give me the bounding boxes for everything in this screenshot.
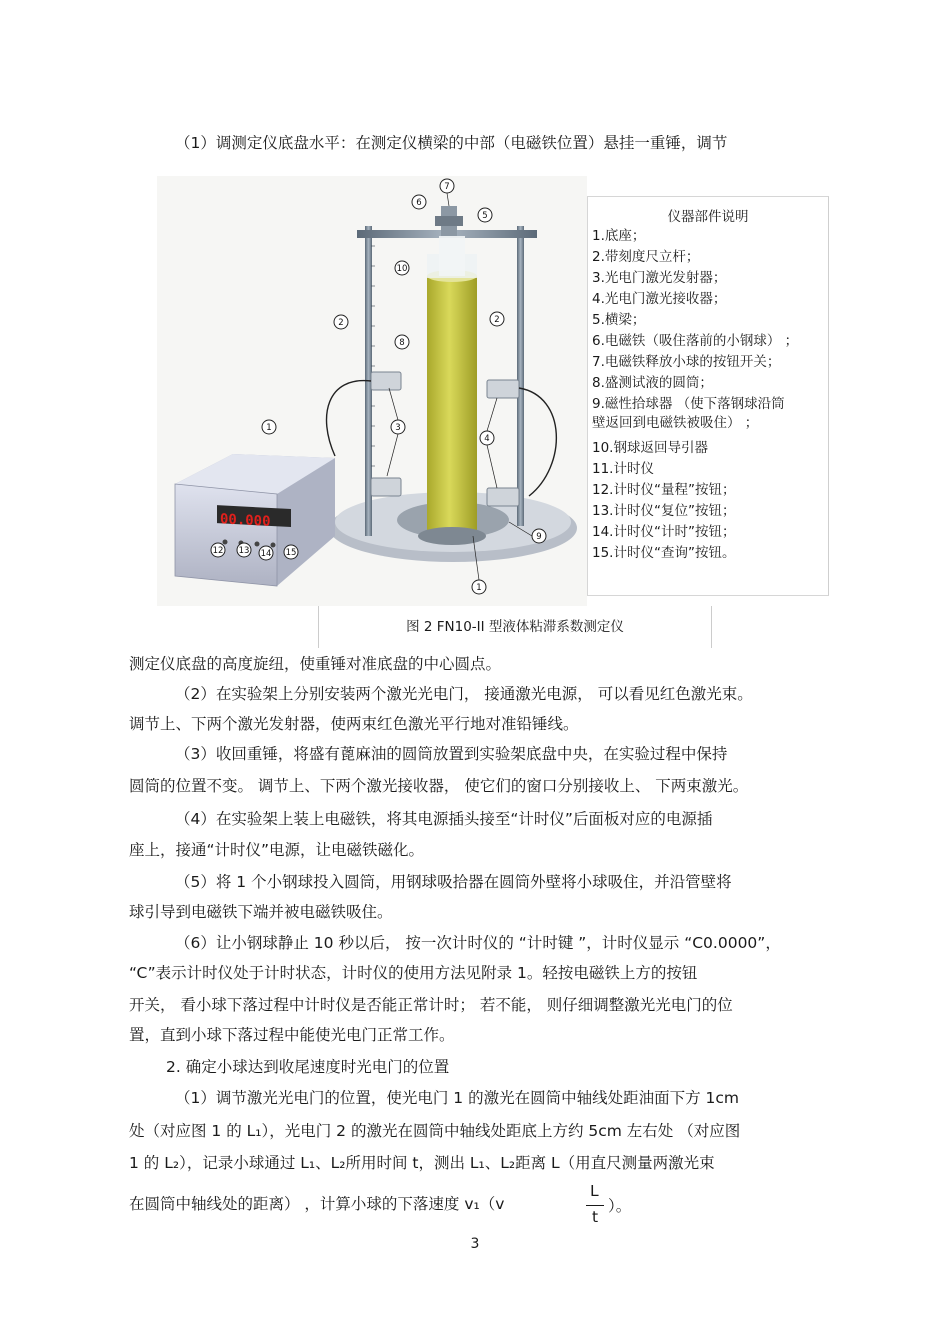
svg-text:3: 3 xyxy=(395,423,401,433)
figure-caption-box xyxy=(318,606,712,648)
legend-item: 4.光电门激光接收器； xyxy=(592,291,727,307)
section-heading: 2. 确定小球达到收尾速度时光电门的位置 xyxy=(166,1058,450,1076)
body-line: （4）在实验架上装上电磁铁，将其电源插头接至“计时仪”后面板对应的电源插 xyxy=(175,810,713,828)
svg-text:2: 2 xyxy=(494,315,500,325)
svg-text:1: 1 xyxy=(476,583,482,593)
callout-9 xyxy=(532,529,546,543)
body-line: 置，直到小球下落过程中能使光电门正常工作。 xyxy=(129,1026,455,1044)
scale-rod-right xyxy=(517,226,524,526)
svg-text:8: 8 xyxy=(399,338,405,348)
callout-1-base xyxy=(472,580,486,594)
figure-caption: 图 2 FN10-II 型液体粘滞系数测定仪 xyxy=(406,619,624,635)
body-line: （2）在实验架上分别安装两个激光光电门， 接通激光电源， 可以看见红色激光束。 xyxy=(175,685,753,703)
legend-item: 3.光电门激光发射器； xyxy=(592,270,727,286)
callout-7 xyxy=(440,179,454,193)
callout-10 xyxy=(395,261,409,275)
callout-2-left xyxy=(334,315,348,329)
body-line: （5）将 1 个小钢球投入圆筒，用钢球吸拾器在圆筒外壁将小球吸住，并沿管壁将 xyxy=(175,873,732,891)
body-line: 调节上、下两个激光发射器，使两束红色激光平行地对准铅锤线。 xyxy=(129,715,579,733)
callout-4 xyxy=(480,431,494,445)
callout-8 xyxy=(395,335,409,349)
timer-unit xyxy=(175,454,335,586)
body-line: 座上，接通“计时仪”电源，让电磁铁磁化。 xyxy=(129,841,425,859)
formula-closing: ）。 xyxy=(608,1197,632,1215)
fraction-denominator: t xyxy=(592,1208,599,1226)
svg-text:15: 15 xyxy=(285,548,297,558)
page-number: 3 xyxy=(470,1236,480,1252)
legend-item: 12.计时仪“量程”按钮； xyxy=(592,482,736,498)
svg-text:9: 9 xyxy=(536,532,542,542)
body-line: 在圆筒中轴线处的距离） ，计算小球的下落速度 v₁（v xyxy=(129,1195,505,1213)
callout-13 xyxy=(237,543,251,557)
parts-legend xyxy=(587,196,829,596)
callout-15 xyxy=(284,545,298,559)
body-line: （6）让小钢球静止 10 秒以后， 按一次计时仪的 “计时键 ”，计时仪显示 “C0.0000”， xyxy=(175,934,781,952)
legend-item: 2.带刻度尺立杆； xyxy=(592,249,700,265)
body-line: 1 的 L₂），记录小球通过 L₁、L₂所用时间 t，测出 L₁、L₂距离 L（用直尺测量两激光束 xyxy=(129,1154,715,1172)
body-line: 球引导到电磁铁下端并被电磁铁吸住。 xyxy=(129,903,393,921)
svg-text:7: 7 xyxy=(444,182,450,192)
svg-text:6: 6 xyxy=(416,198,422,208)
legend-item: 10.钢球返回导引器 xyxy=(592,440,708,456)
fraction-numerator: L xyxy=(590,1182,599,1200)
svg-text:2: 2 xyxy=(338,318,344,328)
paragraph-intro: （1）调测定仪底盘水平：在测定仪横梁的中部（电磁铁位置）悬挂一重锤，调节 xyxy=(175,134,728,152)
body-line: “C”表示计时仪处于计时状态，计时仪的使用方法见附录 1。轻按电磁铁上方的按钮 xyxy=(129,964,698,982)
callout-1-top xyxy=(262,420,276,434)
callout-6 xyxy=(412,195,426,209)
legend-item: 11.计时仪 xyxy=(592,461,654,477)
body-line: 开关， 看小球下落过程中计时仪是否能正常计时； 若不能， 则仔细调整激光光电门的位 xyxy=(129,996,733,1014)
callout-12 xyxy=(211,543,225,557)
svg-text:5: 5 xyxy=(482,211,488,221)
svg-text:10: 10 xyxy=(396,264,408,274)
body-line: 圆筒的位置不变。 调节上、下两个激光接收器， 使它们的窗口分别接收上、 下两束激光。 xyxy=(129,777,749,795)
legend-item: 15.计时仪“查询”按钮。 xyxy=(592,545,736,561)
legend-item: 8.盛测试液的圆筒； xyxy=(592,375,713,391)
svg-text:13: 13 xyxy=(238,546,250,556)
legend-item: 1.底座； xyxy=(592,228,646,244)
legend-item: 13.计时仪“复位”按钮； xyxy=(592,503,736,519)
timer-display: 00.000 xyxy=(220,511,271,530)
svg-text:14: 14 xyxy=(260,549,272,559)
callout-5 xyxy=(478,208,492,222)
callout-2-right xyxy=(490,312,504,326)
body-line: 测定仪底盘的高度旋纽，使重锤对准底盘的中心圆点。 xyxy=(129,655,502,673)
liquid-cylinder xyxy=(427,276,477,536)
legend-item: 14.计时仪“计时”按钮； xyxy=(592,524,736,540)
callout-14 xyxy=(259,546,273,560)
svg-text:12: 12 xyxy=(212,546,224,556)
legend-title: 仪器部件说明 xyxy=(667,209,749,225)
legend-item: 壁返回到电磁铁被吸住） ； xyxy=(592,415,759,431)
fraction-bar xyxy=(586,1205,604,1206)
body-line: （3）收回重锤，将盛有蓖麻油的圆筒放置到实验架底盘中央，在实验过程中保持 xyxy=(175,745,728,763)
body-line: （1）调节激光光电门的位置，使光电门 1 的激光在圆筒中轴线处距油面下方 1cm xyxy=(175,1089,739,1107)
legend-item: 9.磁性拾球器 （使下落钢球沿筒 xyxy=(592,396,785,412)
apparatus-photo xyxy=(157,176,587,606)
legend-item: 5.横梁； xyxy=(592,312,646,328)
svg-text:4: 4 xyxy=(484,434,490,444)
callout-3 xyxy=(391,420,405,434)
body-line: 处（对应图 1 的 L₁），光电门 2 的激光在圆筒中轴线处距底上方约 5cm 左右处 （对应图 xyxy=(129,1122,741,1140)
svg-text:1: 1 xyxy=(266,423,272,433)
legend-item: 7.电磁铁释放小球的按钮开关； xyxy=(592,354,781,370)
legend-item: 6.电磁铁（吸住落前的小钢球） ； xyxy=(592,333,799,349)
